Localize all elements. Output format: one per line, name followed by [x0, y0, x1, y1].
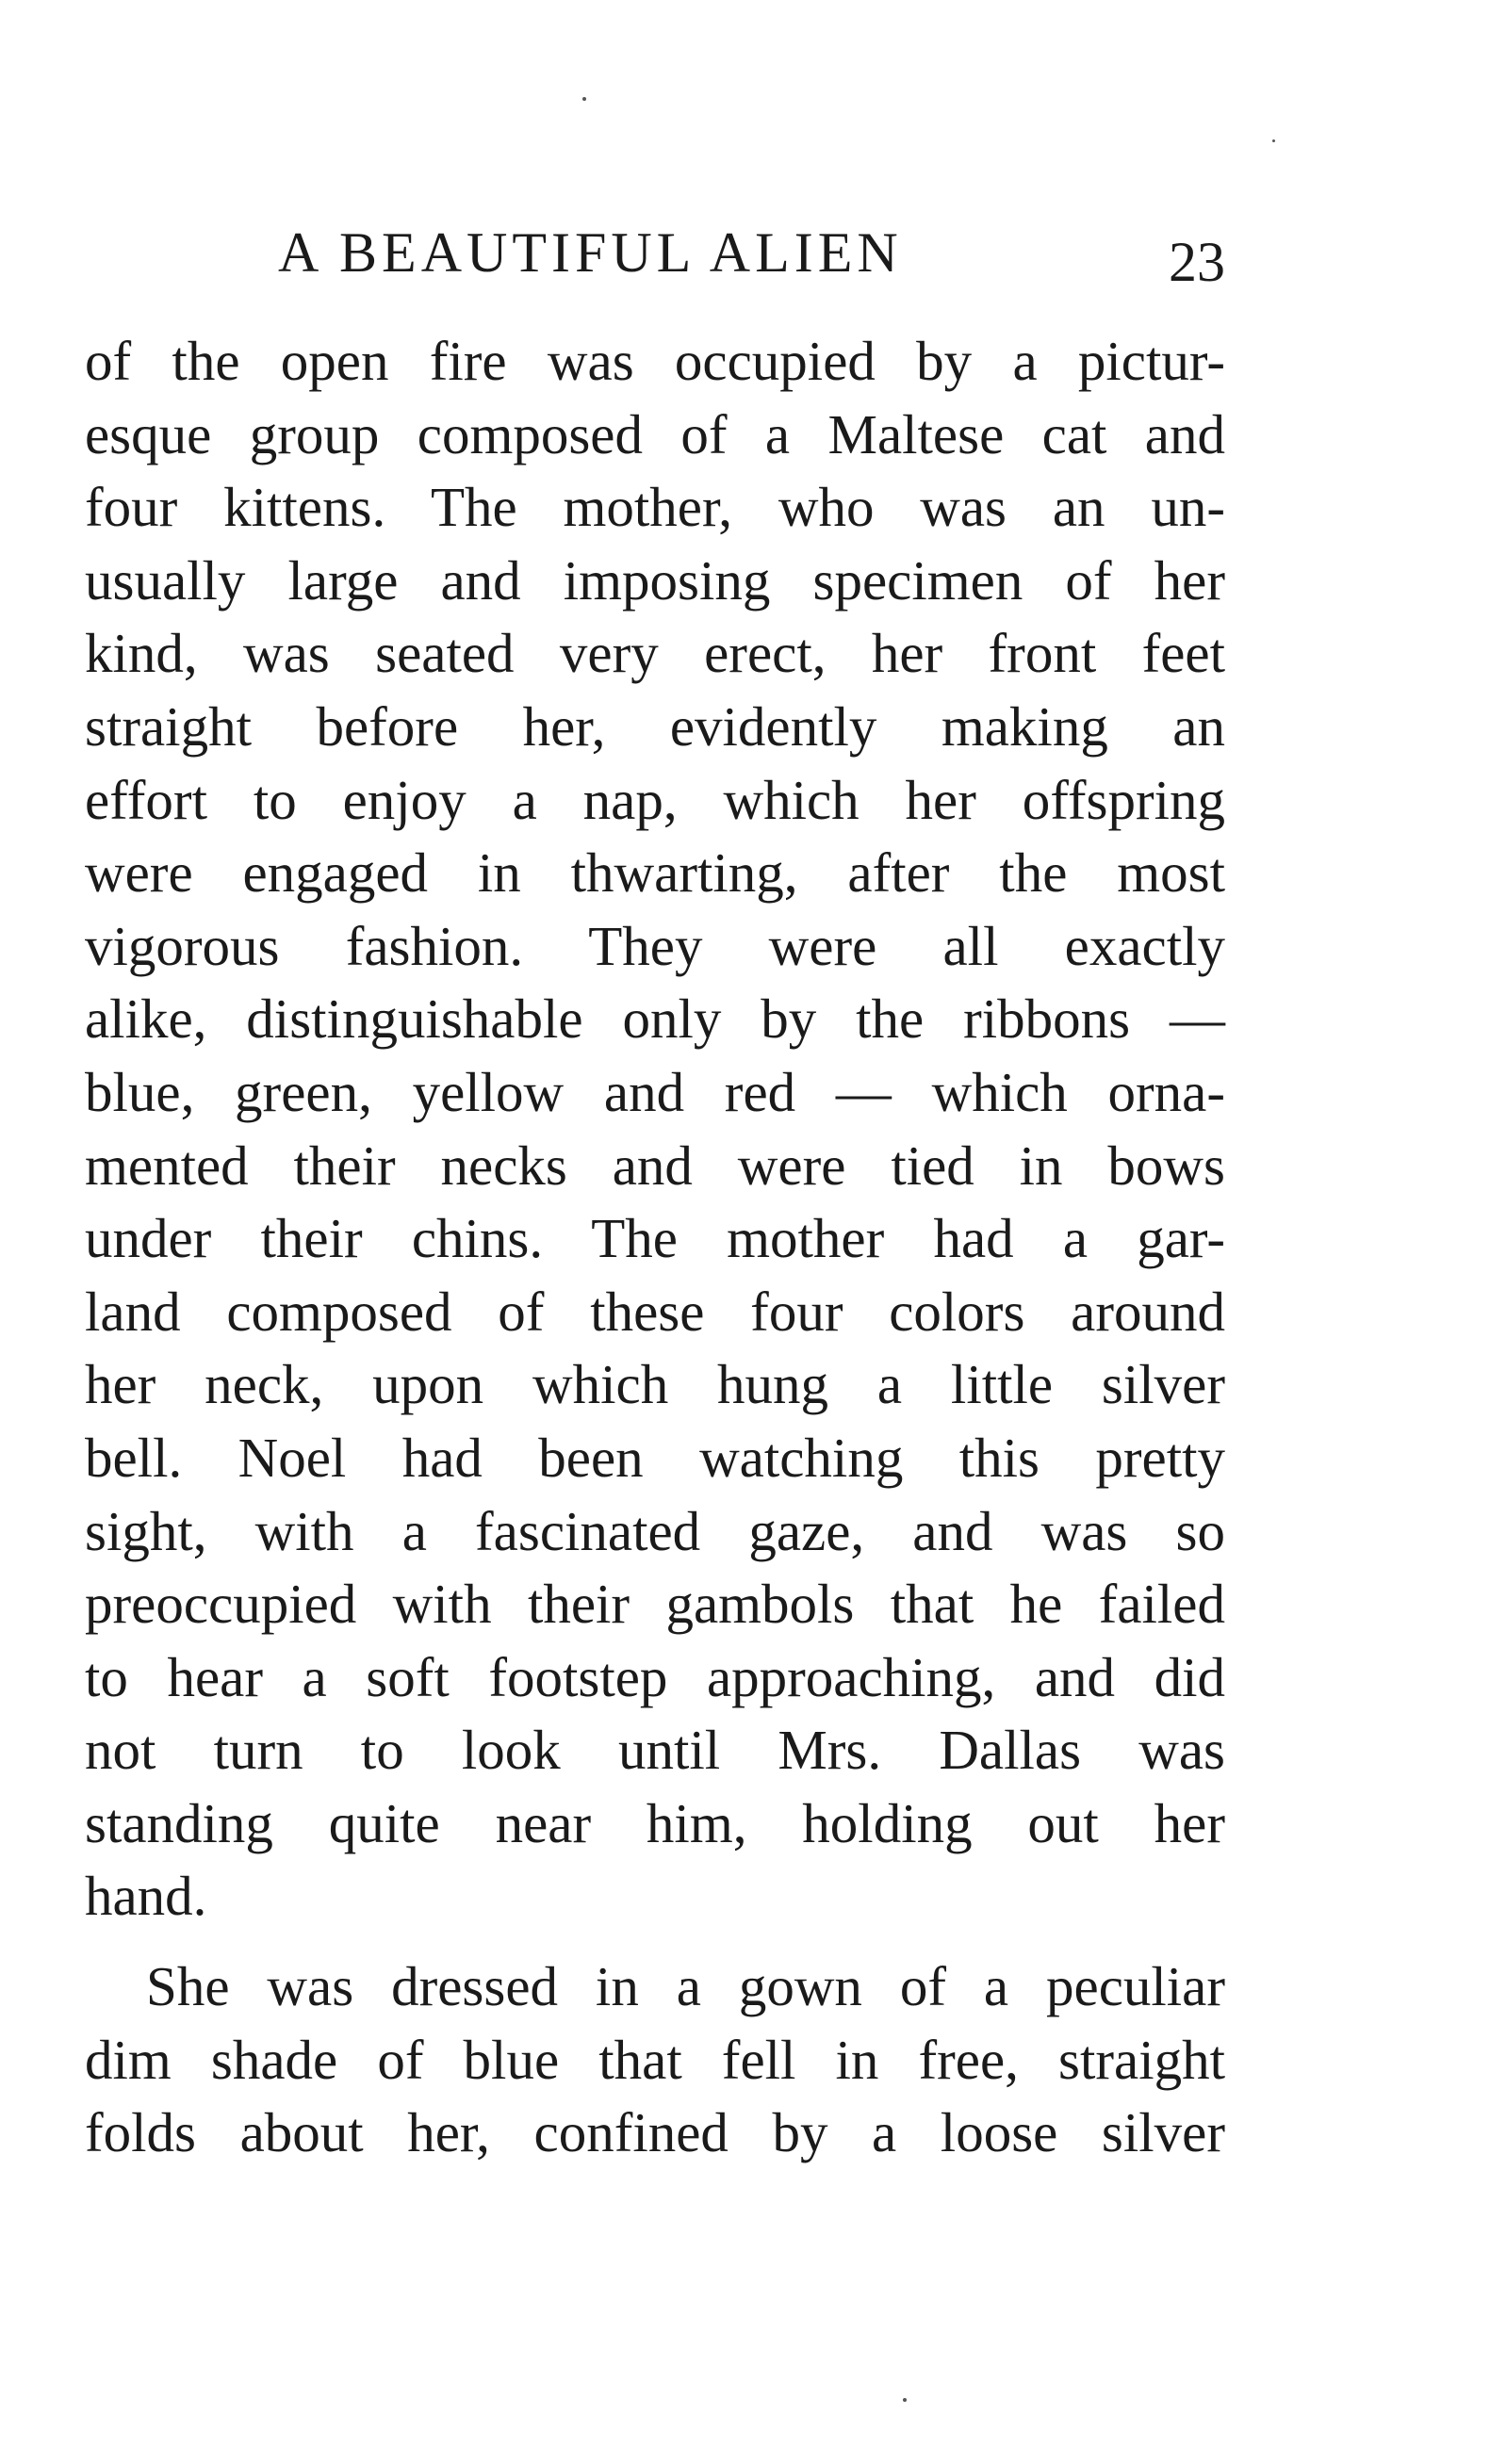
text-line: under their chins. The mother had a gar-	[85, 1207, 1225, 1270]
text-line: She was dressed in a gown of a peculiar	[146, 1955, 1225, 2018]
text-line: of the open fire was occupied by a pictur-	[85, 330, 1225, 392]
text-line: preoccupied with their gambols that he failed	[85, 1573, 1225, 1636]
page-header	[85, 215, 1225, 293]
body-text	[85, 325, 1225, 2170]
text-line: not turn to look until Mrs. Dallas was	[85, 1719, 1225, 1782]
text-line: sight, with a fascinated gaze, and was so	[85, 1499, 1225, 1562]
paragraph-gap	[85, 1934, 1225, 1950]
text-line: hand.	[85, 1865, 207, 1928]
text-line: mented their necks and were tied in bows	[85, 1134, 1225, 1197]
text-line: usually large and imposing specimen of her	[85, 548, 1225, 612]
text-line: bell. Noel had been watching this pretty	[85, 1426, 1225, 1489]
paper-speck	[582, 97, 586, 101]
text-line: alike, distinguishable only by the ribbons —	[85, 987, 1225, 1051]
text-line: blue, green, yellow and red — which orna-	[85, 1060, 1225, 1123]
text-line: four kittens. The mother, who was an un-	[85, 476, 1225, 539]
text-line: esque group composed of a Maltese cat and	[85, 402, 1225, 465]
paragraph-2	[85, 1950, 1225, 2170]
text-line: land composed of these four colors around	[85, 1280, 1225, 1343]
text-line: were engaged in thwarting, after the most	[85, 841, 1225, 905]
paragraph-1	[85, 325, 1225, 1934]
text-line: to hear a soft footstep approaching, and did	[85, 1645, 1225, 1708]
page-number: 23	[1169, 231, 1225, 293]
paper-speck	[903, 2398, 907, 2402]
text-line: straight before her, evidently making an	[85, 694, 1225, 758]
text-line: vigorous fashion. They were all exactly	[85, 914, 1225, 977]
text-line: kind, was seated very erect, her front feet	[85, 622, 1225, 685]
text-line: standing quite near him, holding out her	[85, 1791, 1225, 1854]
text-line: effort to enjoy a nap, which her offspring	[85, 768, 1225, 831]
text-line: dim shade of blue that fell in free, straight	[85, 2028, 1225, 2091]
text-line: her neck, upon which hung a little silver	[85, 1353, 1225, 1416]
text-line: folds about her, confined by a loose silver	[85, 2101, 1225, 2164]
running-title: A BEAUTIFUL ALIEN	[278, 221, 903, 284]
paper-speck	[1272, 139, 1275, 142]
